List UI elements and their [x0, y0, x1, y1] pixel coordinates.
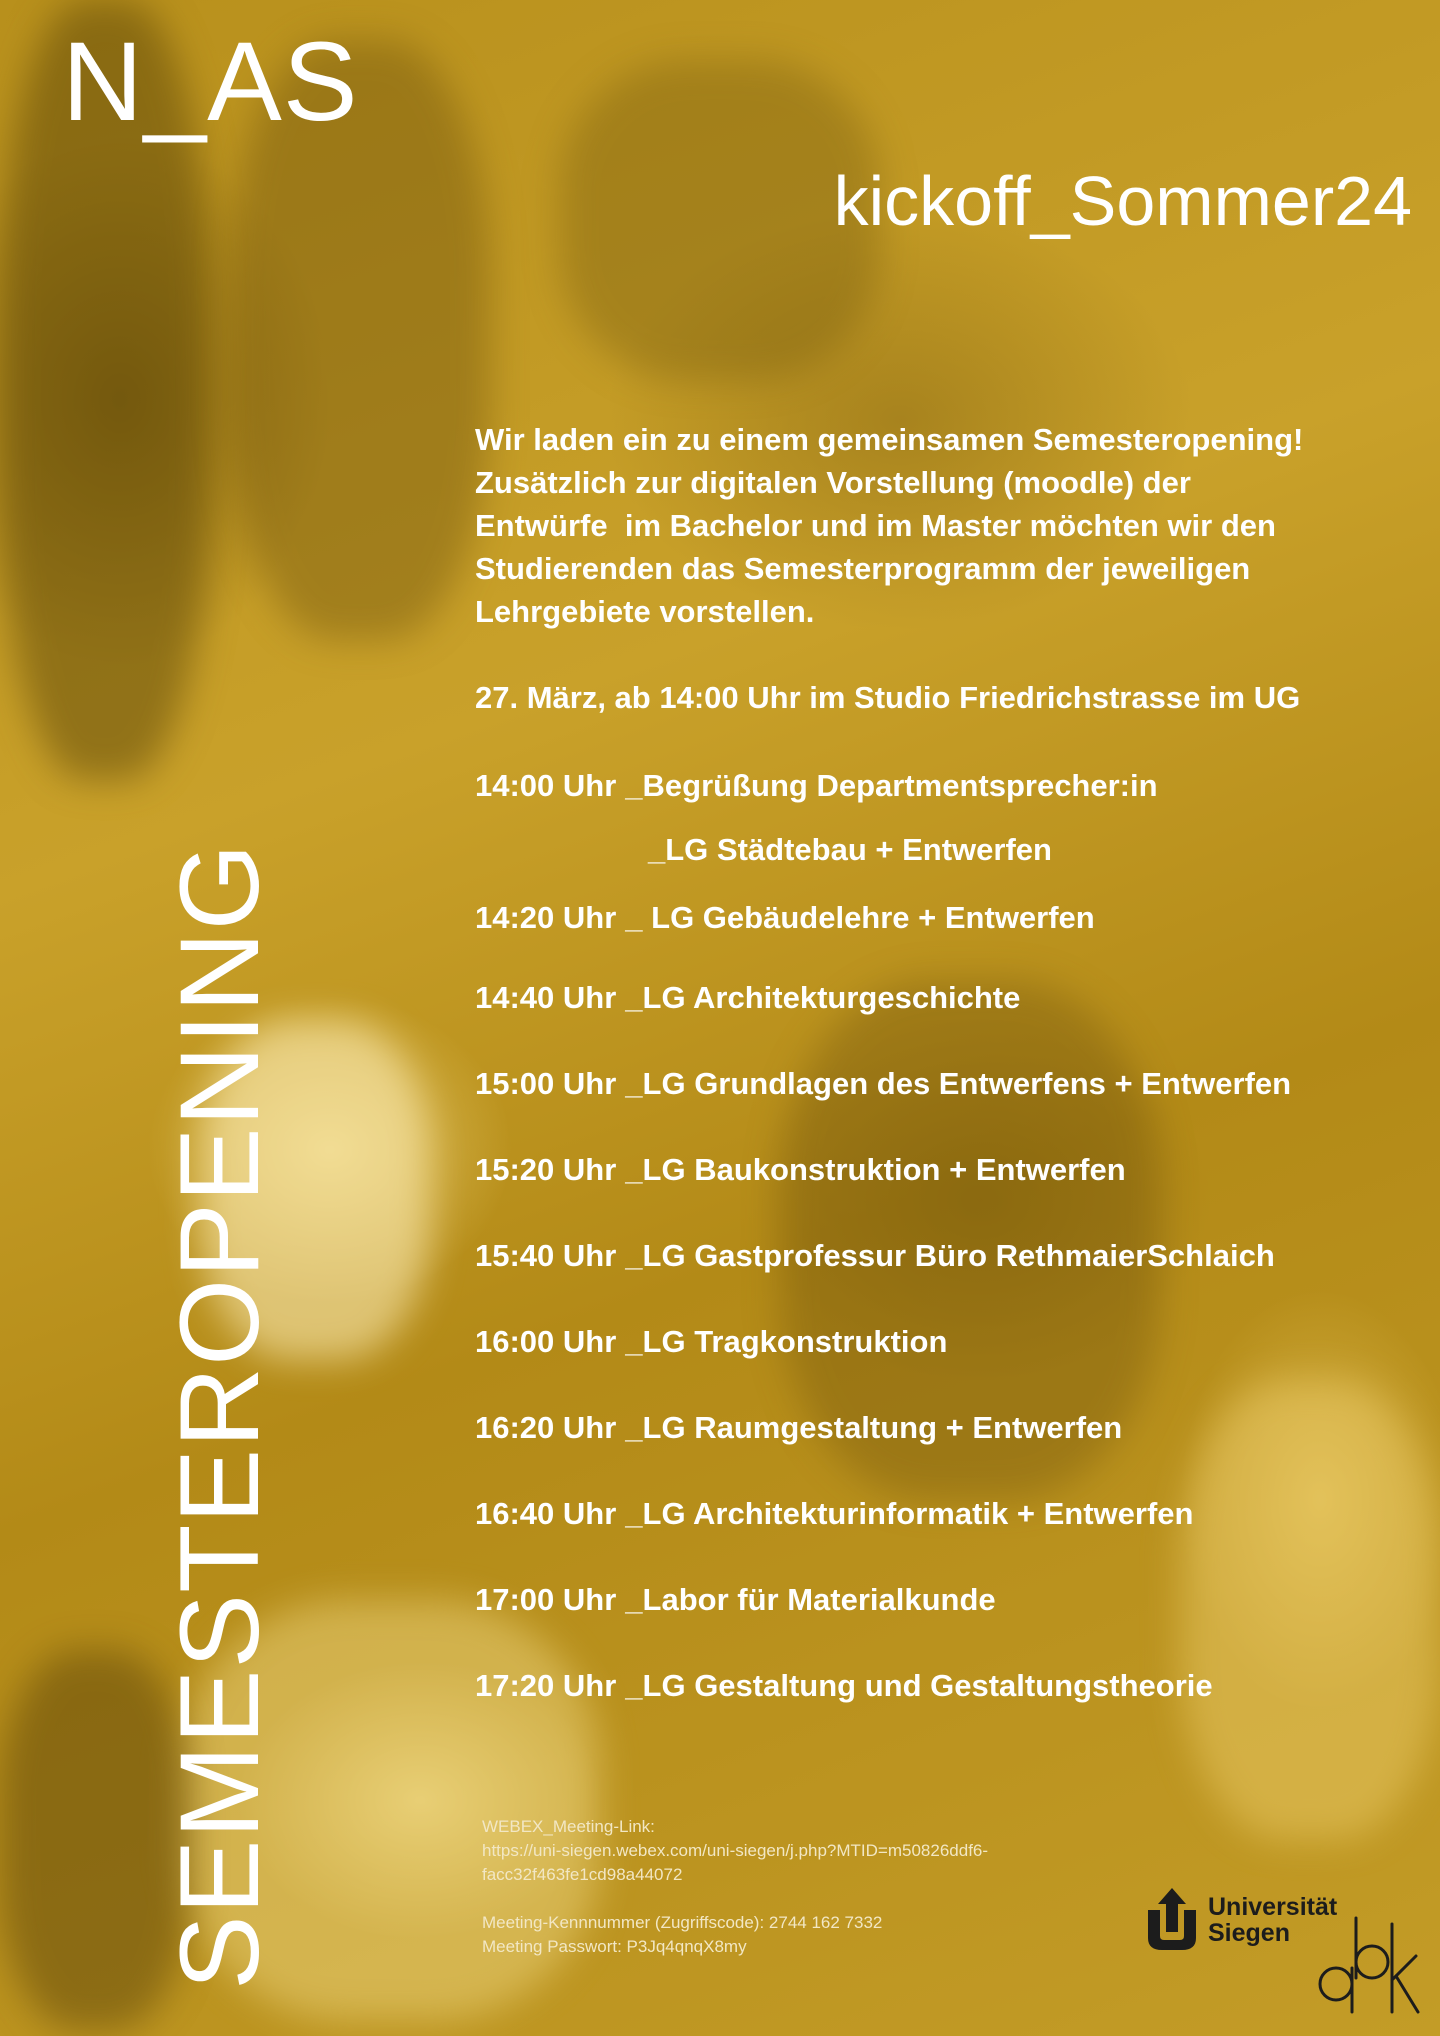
- program-title: _LG Architekturgeschichte: [625, 980, 1021, 1015]
- program-title: _LG Gastprofessur Büro RethmaierSchlaich: [625, 1238, 1275, 1273]
- program-item: [475, 1238, 1275, 1274]
- intro-line: Studierenden das Semesterprogramm der jeweiligen: [475, 551, 1251, 586]
- program-time: 15:40 Uhr: [475, 1238, 617, 1273]
- program-time: 16:40 Uhr: [475, 1496, 617, 1531]
- program-time: 16:00 Uhr: [475, 1324, 617, 1359]
- program-title: _LG Architekturinformatik + Entwerfen: [625, 1496, 1194, 1531]
- program-time: 17:00 Uhr: [475, 1582, 617, 1617]
- program-title: _Labor für Materialkunde: [625, 1582, 996, 1617]
- program-title: _LG Städtebau + Entwerfen: [648, 832, 1052, 867]
- background-shape: [560, 60, 880, 380]
- program-time: 17:20 Uhr: [475, 1668, 617, 1703]
- background-shape: [1180, 1380, 1440, 1840]
- program-time: 14:20 Uhr: [475, 900, 617, 935]
- spacer: [482, 1887, 1142, 1911]
- program-item: [475, 1152, 1126, 1188]
- university-name-line: Universität: [1208, 1893, 1338, 1921]
- webex-label: WEBEX_Meeting-Link:: [482, 1817, 655, 1836]
- event-title: kickoff_Sommer24: [833, 162, 1412, 240]
- program-item: [475, 900, 1095, 936]
- program-item: [475, 768, 1158, 804]
- program-item: [475, 980, 1020, 1016]
- university-logo: [1142, 1888, 1337, 1952]
- program-title: _LG Raumgestaltung + Entwerfen: [625, 1410, 1123, 1445]
- webex-link-continued[interactable]: facc32f463fe1cd98a44072: [482, 1865, 683, 1884]
- webex-info: [482, 1815, 1142, 1959]
- program-time: 14:00 Uhr: [475, 768, 617, 803]
- program-title: _LG Gestaltung und Gestaltungstheorie: [625, 1668, 1213, 1703]
- program-title: _LG Baukonstruktion + Entwerfen: [625, 1152, 1126, 1187]
- intro-line: Zusätzlich zur digitalen Vorstellung (moodle) der: [475, 465, 1191, 500]
- university-name-line: Siegen: [1208, 1919, 1290, 1947]
- program-title: _Begrüßung Departmentsprecher:in: [625, 768, 1158, 803]
- program-item: [475, 1066, 1291, 1102]
- event-date: 27. März, ab 14:00 Uhr im Studio Friedrichstrasse im UG: [475, 680, 1301, 715]
- university-siegen-icon: [1142, 1888, 1202, 1952]
- program-item: [475, 1668, 1213, 1704]
- program-title: _LG Grundlagen des Entwerfens + Entwerfen: [625, 1066, 1292, 1101]
- apk-logo-icon: [1312, 1916, 1420, 2016]
- program-time: 15:20 Uhr: [475, 1152, 617, 1187]
- intro-text: [475, 418, 1415, 633]
- program-time: 16:20 Uhr: [475, 1410, 617, 1445]
- program-title: _LG Tragkonstruktion: [625, 1324, 948, 1359]
- brand-title: N_AS: [62, 19, 359, 144]
- intro-line: Lehrgebiete vorstellen.: [475, 594, 815, 629]
- program-title: _ LG Gebäudelehre + Entwerfen: [625, 900, 1095, 935]
- program-item: [475, 1582, 996, 1618]
- program-time: 14:40 Uhr: [475, 980, 617, 1015]
- intro-line: Entwürfe im Bachelor und im Master möchten wir den: [475, 508, 1276, 543]
- intro-line: Wir laden ein zu einem gemeinsamen Semesteropening!: [475, 422, 1304, 457]
- program-item: [475, 1324, 947, 1360]
- meeting-password: Meeting Passwort: P3Jq4qnqX8my: [482, 1937, 747, 1956]
- webex-link[interactable]: https://uni-siegen.webex.com/uni-siegen/j.php?MTID=m50826ddf6-: [482, 1841, 989, 1860]
- meeting-number: Meeting-Kennnummer (Zugriffscode): 2744 162 7332: [482, 1913, 883, 1932]
- program-item: [648, 832, 1052, 868]
- vertical-title: SEMESTEROPENING: [157, 842, 282, 1990]
- program-item: [475, 1496, 1193, 1532]
- program-time: 15:00 Uhr: [475, 1066, 617, 1101]
- program-item: [475, 1410, 1122, 1446]
